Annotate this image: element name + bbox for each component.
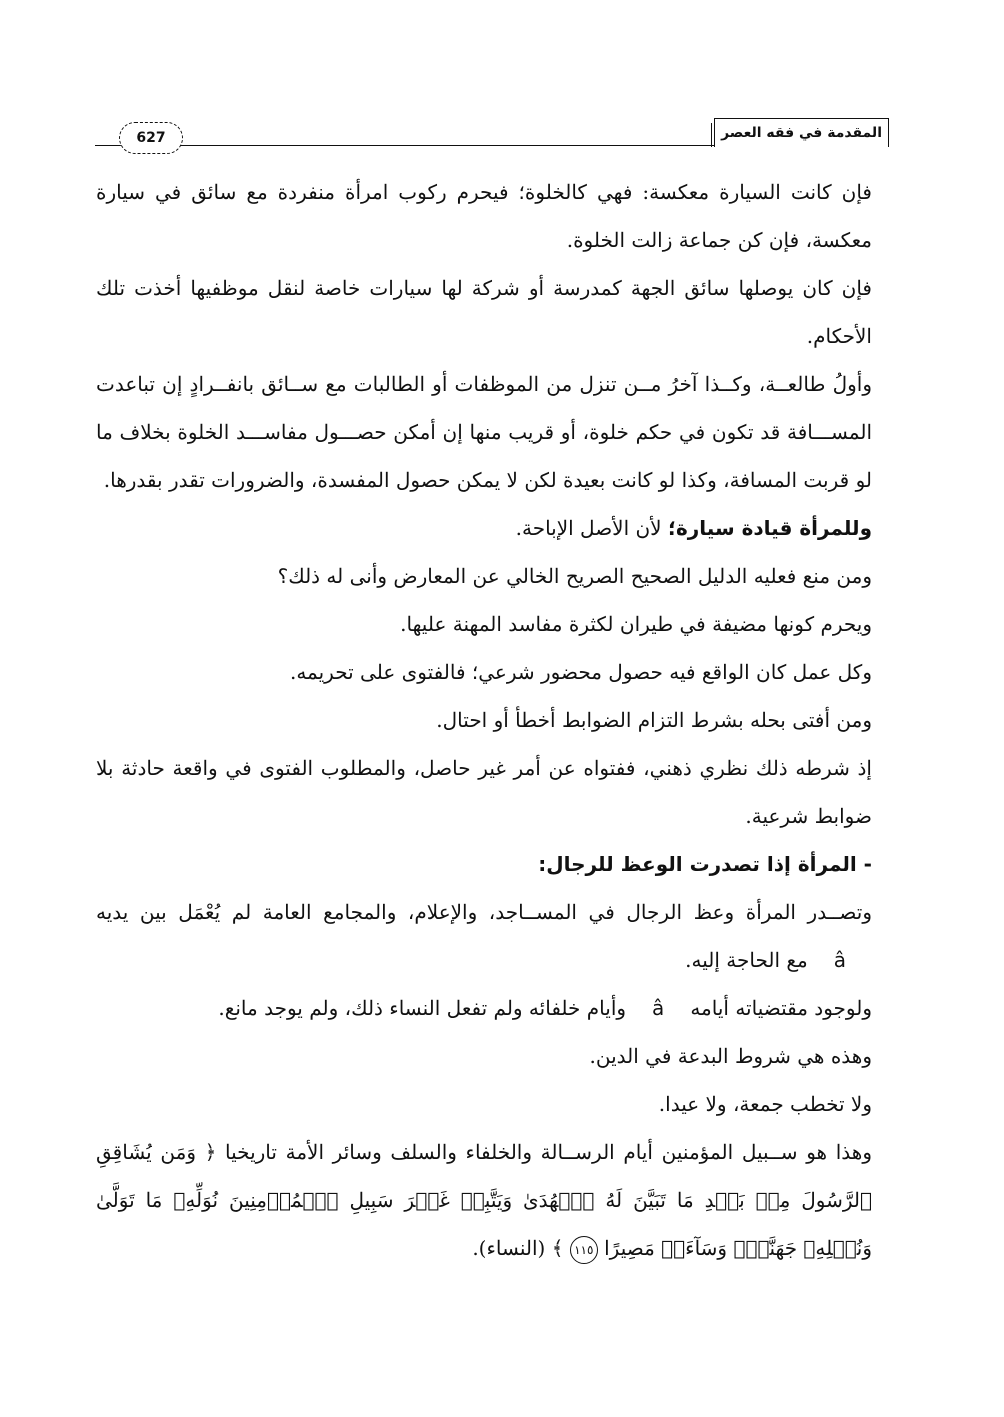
book-title: المقدمة في فقه العصر	[714, 118, 889, 147]
paragraph-1: فإن كانت السيارة معكسة: فهي كالخلوة؛ فيحرم ركوب امرأة منفردة مع سائق في سيارة معكسة، فإن كن جماعة زالت الخلوة.	[96, 180, 872, 252]
verse-reference: (النساء).	[472, 1236, 546, 1260]
paragraph-2: فإن كان يوصلها سائق الجهة كمدرسة أو شركة لها سيارات خاصة لنقل موظفيها أخذت تلك الأحكام.	[96, 276, 872, 348]
paragraph-8: ومن أفتى بحله بشرط التزام الضوابط أخطأ أو احتال.	[436, 708, 872, 732]
paragraph-7: وكل عمل كان الواقع فيه حصول محضور شرعي؛ فالفتوى على تحريمه.	[289, 660, 872, 684]
paragraph-6: ويحرم كونها مضيفة في طيران لكثرة مفاسد المهنة عليها.	[400, 612, 872, 636]
salutation-glyph: â	[652, 996, 665, 1020]
paragraph-11-text-a: ولوجود مقتضياته أيامه	[690, 996, 872, 1020]
paragraph-4	[96, 504, 892, 552]
salutation-glyph: â	[833, 948, 846, 972]
paragraph-4-text: لأن الأصل الإباحة.	[515, 516, 668, 540]
page-body	[96, 168, 892, 1272]
paragraph-11-text-b: وأيام خلفائه ولم تفعل النساء ذلك، ولم يوجد مانع.	[218, 996, 627, 1020]
paragraph-4-bold-lead: وللمرأة قيادة سيارة؛	[667, 516, 872, 540]
verse-open-bracket: ﴿	[204, 1140, 217, 1164]
page-header	[95, 118, 889, 152]
paragraph-13: ولا تخطب جمعة، ولا عيدا.	[658, 1092, 872, 1116]
paragraph-10-text-b: مع الحاجة إليه.	[685, 948, 808, 972]
verse-close-bracket: ﴾	[551, 1236, 564, 1260]
ayah-number-marker: ١١٥	[570, 1236, 598, 1264]
paragraph-10	[96, 888, 892, 984]
page-number: 627	[119, 122, 183, 154]
paragraph-5: ومن منع فعليه الدليل الصحيح الصريح الخالي عن المعارض وأنى له ذلك؟	[277, 564, 872, 588]
paragraph-14	[96, 1128, 892, 1272]
paragraph-14-text: وهذا هو ســبيل المؤمنين أيام الرســالة والخلفاء والسلف وسائر الأمة تاريخيا	[225, 1140, 872, 1164]
paragraph-3: وأولُ طالعــة، وكــذا آخرُ مــن تنزل من الموظفات أو الطالبات مع ســائق بانفــرادٍ إن تباعدت المســـافة قد تكون في حكم خلوة، أو قريب منها إن أمكن حصـــول مفاســـد الخلوة بخلاف ما لو قربت المسافة، وكذا لو كانت بعيدة لكن لا يمكن حصول المفسدة، والضرورات تقدر بقدرها.	[96, 372, 872, 492]
paragraph-9: إذ شرطه ذلك نظري ذهني، ففتواه عن أمر غير حاصل، والمطلوب الفتوى في واقعة حادثة بلا ضوابط شرعية.	[96, 756, 872, 828]
quran-verse: وَمَن يُشَاقِقِ ٱلرَّسُولَ مِنۢ بَعۡدِ مَا تَبَيَّنَ لَهُ ٱلۡهُدَىٰ وَيَتَّبِعۡ غَيۡرَ سَبِيلِ ٱلۡمُؤۡمِنِينَ نُوَلِّهِۦ مَا تَوَلَّىٰ وَنُصۡلِهِۦ جَهَنَّمَۖ وَسَآءَتۡ مَصِيرًا	[96, 1140, 872, 1260]
paragraph-12: وهذه هي شروط البدعة في الدين.	[589, 1044, 872, 1068]
paragraph-11	[96, 984, 892, 1032]
section-heading: - المرأة إذا تصدرت الوعظ للرجال:	[538, 852, 872, 876]
paragraph-10-text-a: وتصــدر المرأة وعظ الرجال في المســاجد، والإعلام، والمجامع العامة لم يُعْمَل بين يديه	[96, 900, 872, 924]
